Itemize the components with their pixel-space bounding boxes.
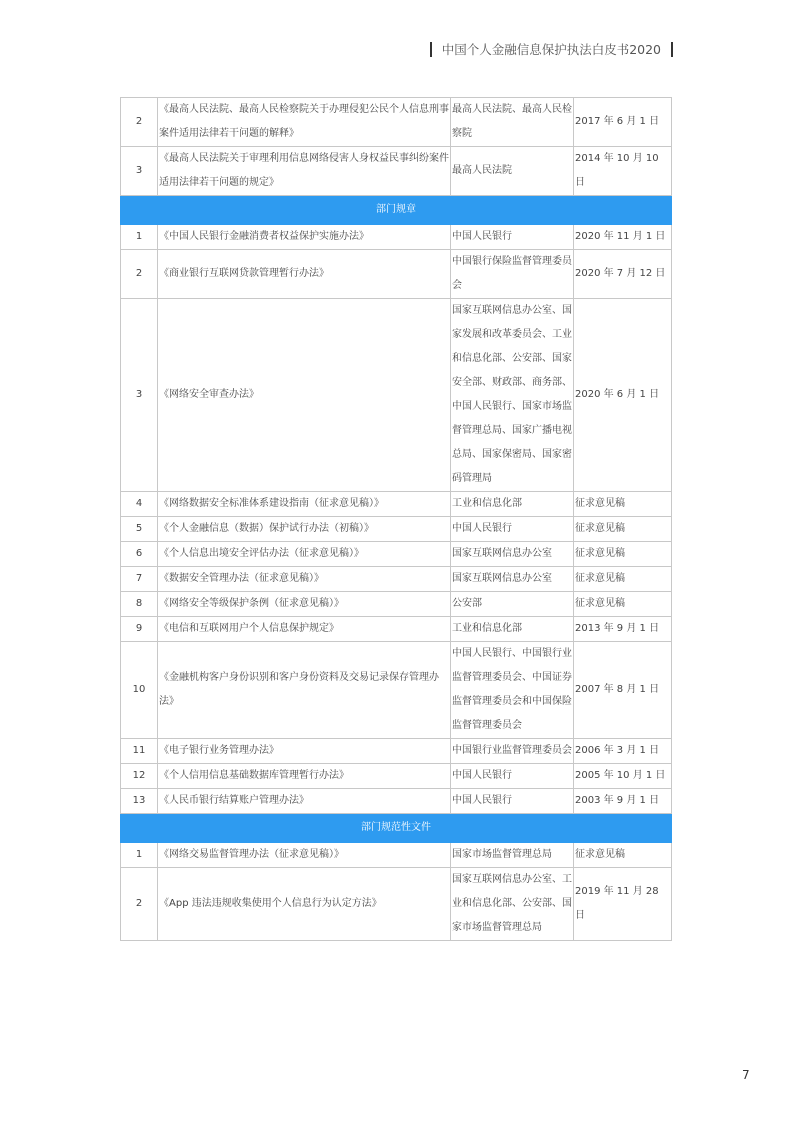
effective-date: 2014 年 10 月 10 日: [574, 147, 672, 196]
header-divider: [671, 42, 673, 57]
effective-date: 征求意见稿: [574, 567, 672, 592]
effective-date: 2006 年 3 月 1 日: [574, 739, 672, 764]
regulation-name: 《个人金融信息（数据）保护试行办法（初稿）》: [158, 517, 451, 542]
row-number: 13: [121, 789, 158, 814]
issuing-authority: 国家互联网信息办公室、国家发展和改革委员会、工业和信息化部、公安部、国家安全部、财政部、商务部、中国人民银行、国家市场监督管理总局、国家广播电视总局、国家保密局、国家密码管理局: [451, 299, 574, 492]
effective-date: 2017 年 6 月 1 日: [574, 98, 672, 147]
row-number: 3: [121, 147, 158, 196]
row-number: 12: [121, 764, 158, 789]
issuing-authority: 中国人民银行: [451, 764, 574, 789]
table-row: [121, 843, 672, 868]
effective-date: 2003 年 9 月 1 日: [574, 789, 672, 814]
table-row: [121, 98, 672, 147]
effective-date: 征求意见稿: [574, 517, 672, 542]
regulations-table: [120, 97, 672, 941]
regulation-name: 《网络安全审查办法》: [158, 299, 451, 492]
effective-date: 征求意见稿: [574, 492, 672, 517]
effective-date: 征求意见稿: [574, 592, 672, 617]
table-row: [121, 617, 672, 642]
row-number: 2: [121, 98, 158, 147]
regulation-name: 《网络数据安全标准体系建设指南（征求意见稿）》: [158, 492, 451, 517]
section-title: 部门规章: [121, 196, 672, 225]
effective-date: 2019 年 11 月 28 日: [574, 868, 672, 941]
effective-date: 2020 年 11 月 1 日: [574, 225, 672, 250]
table-row: [121, 567, 672, 592]
page-number: 7: [742, 1068, 750, 1082]
row-number: 5: [121, 517, 158, 542]
row-number: 11: [121, 739, 158, 764]
regulation-name: 《中国人民银行金融消费者权益保护实施办法》: [158, 225, 451, 250]
regulation-name: 《最高人民法院、最高人民检察院关于办理侵犯公民个人信息刑事案件适用法律若干问题的解释》: [158, 98, 451, 147]
table-row: [121, 739, 672, 764]
regulation-name: 《网络安全等级保护条例（征求意见稿）》: [158, 592, 451, 617]
row-number: 8: [121, 592, 158, 617]
table-row: [121, 764, 672, 789]
regulation-name: 《数据安全管理办法（征求意见稿）》: [158, 567, 451, 592]
issuing-authority: 工业和信息化部: [451, 617, 574, 642]
effective-date: 2007 年 8 月 1 日: [574, 642, 672, 739]
table-row: [121, 299, 672, 492]
table-row: [121, 147, 672, 196]
regulation-name: 《电子银行业务管理办法》: [158, 739, 451, 764]
row-number: 7: [121, 567, 158, 592]
section-title: 部门规范性文件: [121, 814, 672, 843]
issuing-authority: 国家互联网信息办公室、工业和信息化部、公安部、国家市场监督管理总局: [451, 868, 574, 941]
row-number: 3: [121, 299, 158, 492]
table-row: [121, 542, 672, 567]
regulation-name: 《App 违法违规收集使用个人信息行为认定方法》: [158, 868, 451, 941]
regulation-name: 《电信和互联网用户个人信息保护规定》: [158, 617, 451, 642]
issuing-authority: 最高人民法院: [451, 147, 574, 196]
issuing-authority: 国家市场监督管理总局: [451, 843, 574, 868]
regulation-name: 《个人信息出境安全评估办法（征求意见稿）》: [158, 542, 451, 567]
effective-date: 2005 年 10 月 1 日: [574, 764, 672, 789]
row-number: 6: [121, 542, 158, 567]
issuing-authority: 中国人民银行: [451, 225, 574, 250]
issuing-authority: 最高人民法院、最高人民检察院: [451, 98, 574, 147]
issuing-authority: 中国银行业监督管理委员会: [451, 739, 574, 764]
effective-date: 征求意见稿: [574, 843, 672, 868]
effective-date: 2020 年 7 月 12 日: [574, 250, 672, 299]
running-header: [430, 40, 673, 58]
issuing-authority: 中国人民银行、中国银行业监督管理委员会、中国证券监督管理委员会和中国保险监督管理委员会: [451, 642, 574, 739]
table-row: [121, 492, 672, 517]
table-row: [121, 250, 672, 299]
row-number: 4: [121, 492, 158, 517]
header-divider: [430, 42, 432, 57]
row-number: 1: [121, 843, 158, 868]
table-row: [121, 517, 672, 542]
table-row: [121, 225, 672, 250]
row-number: 9: [121, 617, 158, 642]
document-title: 中国个人金融信息保护执法白皮书2020: [441, 42, 661, 57]
row-number: 10: [121, 642, 158, 739]
row-number: 1: [121, 225, 158, 250]
issuing-authority: 中国银行保险监督管理委员会: [451, 250, 574, 299]
regulation-name: 《最高人民法院关于审理利用信息网络侵害人身权益民事纠纷案件适用法律若干问题的规定》: [158, 147, 451, 196]
issuing-authority: 中国人民银行: [451, 517, 574, 542]
regulation-name: 《商业银行互联网贷款管理暂行办法》: [158, 250, 451, 299]
table-row: [121, 868, 672, 941]
table-row: [121, 592, 672, 617]
table-row: [121, 789, 672, 814]
issuing-authority: 中国人民银行: [451, 789, 574, 814]
section-header-row: [121, 814, 672, 843]
regulation-name: 《网络交易监督管理办法（征求意见稿）》: [158, 843, 451, 868]
effective-date: 2013 年 9 月 1 日: [574, 617, 672, 642]
issuing-authority: 国家互联网信息办公室: [451, 567, 574, 592]
effective-date: 征求意见稿: [574, 542, 672, 567]
effective-date: 2020 年 6 月 1 日: [574, 299, 672, 492]
section-header-row: [121, 196, 672, 225]
issuing-authority: 国家互联网信息办公室: [451, 542, 574, 567]
issuing-authority: 工业和信息化部: [451, 492, 574, 517]
table-row: [121, 642, 672, 739]
issuing-authority: 公安部: [451, 592, 574, 617]
regulation-name: 《人民币银行结算账户管理办法》: [158, 789, 451, 814]
row-number: 2: [121, 868, 158, 941]
regulation-name: 《金融机构客户身份识别和客户身份资料及交易记录保存管理办法》: [158, 642, 451, 739]
regulation-name: 《个人信用信息基础数据库管理暂行办法》: [158, 764, 451, 789]
row-number: 2: [121, 250, 158, 299]
